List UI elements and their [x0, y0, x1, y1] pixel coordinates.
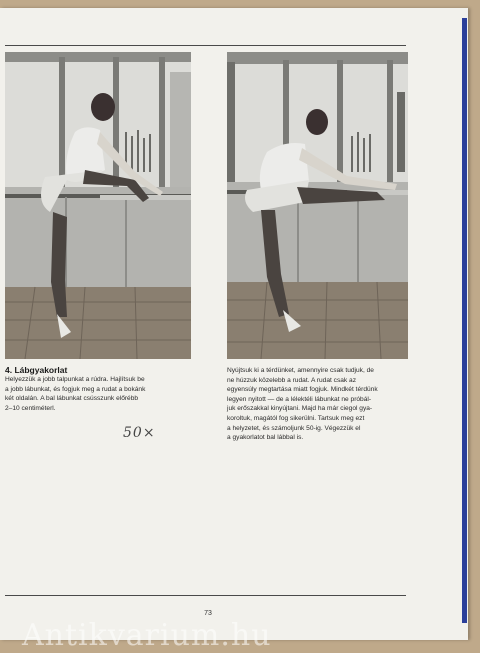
exercise-heading: 4. Lábgyakorlat — [5, 365, 68, 375]
watermark: Antikvarium.hu — [22, 618, 272, 653]
text-line: a helyzetet, és számoljunk 50-ig. Végezzük el — [227, 424, 361, 432]
text-line: 2–10 centiméterl. — [5, 404, 56, 412]
text-line: koroltuk, magától fog sikerülni. Tartsuk meg ezt — [227, 414, 365, 422]
photo-exercise-start — [5, 52, 191, 359]
book-cover-edge — [462, 18, 467, 623]
text-line: a gyakorlatot bal lábbal is. — [227, 434, 304, 442]
text-line: ne húzzuk közelebb a rudat. A rudat csak az — [227, 376, 357, 384]
text-line: két oldalán. A bal lábunkat csússzunk előrébb — [5, 395, 139, 403]
photo-exercise-extended — [227, 52, 408, 359]
instructions-right-column — [227, 366, 378, 443]
top-rule — [5, 45, 406, 46]
text-line: Helyezzük a jobb talpunkat a rúdra. Hajlítsuk be — [5, 376, 145, 383]
text-line: a jobb lábunkat, és fogjuk meg a rudat a bokánk — [5, 385, 146, 393]
instructions-left-column — [5, 375, 145, 413]
text-line: legyen nyitott — de a lélektéli lábunkat ne próbál- — [227, 395, 372, 403]
text-line: juk erőszakkal kinyújtani. Majd ha már ciegol gya- — [227, 405, 373, 413]
text-line: Nyújtsuk ki a térdünket, amennyire csak tudjuk, de — [227, 367, 374, 374]
bottom-rule — [5, 595, 406, 596]
page-number: 73 — [204, 610, 212, 617]
handwritten-note: 50× — [123, 425, 156, 441]
text-line: egyensúly megtartása miatt fogjuk. Mindkét térdünk — [227, 386, 378, 394]
